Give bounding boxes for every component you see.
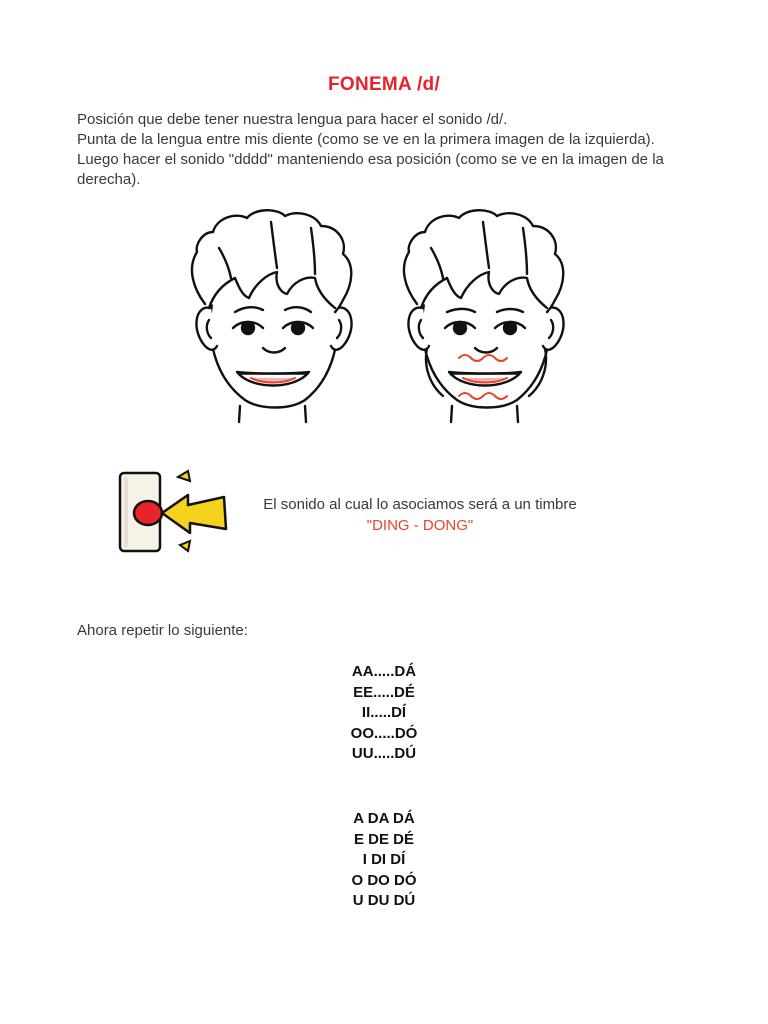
syllable-line: OO.....DÓ (350, 724, 418, 742)
syllable-line: E DE DÉ (353, 830, 414, 848)
intro-line: Posición que debe tener nuestra lengua para hacer el sonido /d/. (77, 111, 508, 128)
intro-line: Punta de la lengua entre mis diente (como se ve en la primera imagen de la izquierda). (77, 131, 655, 148)
syllable-line: UU.....DÚ (351, 745, 417, 762)
doorbell-icon (110, 465, 230, 560)
syllable-line: A DA DÁ (353, 810, 415, 827)
intro-line: Luego hacer el sonido "dddd" manteniendo esa posición (como se ve en la imagen de la derecha). (77, 151, 664, 188)
syllable-list-2 (0, 809, 768, 912)
syllable-list-1 (0, 662, 768, 765)
smiling-boy-face-icon (192, 210, 352, 422)
bell-caption-line: El sonido al cual lo asociamos será a un timbre (263, 496, 577, 513)
syllable-line: U DU DÚ (352, 892, 416, 909)
boy-face-vibrating-cheeks-icon (404, 210, 564, 422)
repeat-instruction: Ahora repetir lo siguiente: (77, 622, 248, 639)
ding-dong-text: "DING - DONG" (366, 517, 474, 534)
faces-illustration (175, 208, 595, 428)
page-title: FONEMA /d/ (327, 74, 441, 95)
syllable-line: I DI DÍ (362, 851, 406, 868)
syllable-line: II.....DÍ (361, 704, 407, 721)
syllable-line: AA.....DÁ (351, 663, 417, 680)
syllable-line: EE.....DÉ (353, 683, 415, 701)
bell-caption (230, 494, 610, 536)
syllable-line: O DO DÓ (351, 871, 417, 889)
intro-paragraph (77, 110, 697, 190)
